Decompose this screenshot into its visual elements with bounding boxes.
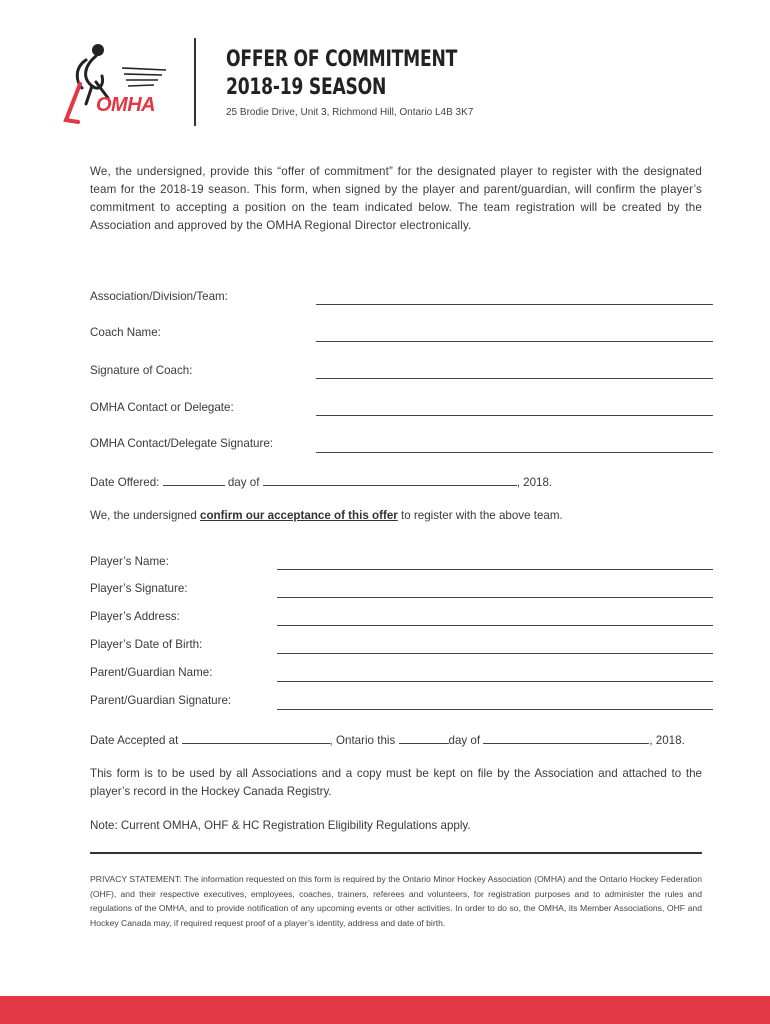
field-line-guardian-name[interactable] bbox=[277, 681, 713, 682]
date-accepted-label: Date Accepted at bbox=[90, 734, 179, 747]
privacy-divider bbox=[90, 852, 702, 854]
field-line-guardian-signature[interactable] bbox=[277, 709, 713, 710]
date-accepted-day-of: day of bbox=[448, 734, 481, 747]
regulations-note: Note: Current OMHA, OHF & HC Registration Eligibility Regulations apply. bbox=[90, 819, 471, 832]
date-offered-label: Date Offered: bbox=[90, 476, 160, 489]
intro-paragraph: We, the undersigned, provide this “offer of commitment” for the designated player to register with the designated team for the 2018-19 season. This form, when signed by the player and parent/guardian, will confirm the player’s commitment to accepting a position on the team indicated below. The team registration will be created by the Association and approved by the OMHA Regional Director electronically. bbox=[90, 165, 702, 232]
date-accepted-ontario: , Ontario this bbox=[329, 734, 396, 747]
field-label-player-name: Player’s Name: bbox=[90, 555, 169, 568]
acceptance-statement bbox=[90, 509, 563, 522]
logo-wordmark: OMHA bbox=[96, 94, 156, 116]
date-offered-day-field[interactable] bbox=[163, 473, 225, 486]
field-line-omha-signature[interactable] bbox=[316, 452, 713, 453]
field-label-player-address: Player’s Address: bbox=[90, 610, 180, 623]
date-offered-day-of: day of bbox=[227, 476, 260, 489]
date-offered-month-field[interactable] bbox=[263, 473, 517, 486]
omha-logo bbox=[56, 38, 176, 128]
field-line-coach-signature[interactable] bbox=[316, 378, 713, 379]
title-line-1: OFFER OF COMMITMENT bbox=[226, 47, 458, 72]
field-label-player-dob: Player’s Date of Birth: bbox=[90, 638, 203, 651]
date-accepted-location-field[interactable] bbox=[182, 731, 330, 744]
usage-note: This form is to be used by all Associations and a copy must be kept on file by the Association and attached to the player’s record in the Hockey Canada Registry. bbox=[90, 767, 702, 798]
date-accepted-row bbox=[90, 731, 685, 747]
field-label-omha-contact: OMHA Contact or Delegate: bbox=[90, 401, 234, 414]
field-label-guardian-name: Parent/Guardian Name: bbox=[90, 666, 213, 679]
acceptance-emphasis: confirm our acceptance of this offer bbox=[200, 509, 398, 522]
field-label-team: Association/Division/Team: bbox=[90, 290, 228, 303]
field-label-coach-signature: Signature of Coach: bbox=[90, 364, 193, 377]
date-offered-row bbox=[90, 473, 552, 489]
field-line-coach-name[interactable] bbox=[316, 341, 713, 342]
acceptance-prefix: We, the undersigned bbox=[90, 509, 200, 522]
field-line-player-name[interactable] bbox=[277, 569, 713, 570]
field-line-player-address[interactable] bbox=[277, 625, 713, 626]
field-line-player-dob[interactable] bbox=[277, 653, 713, 654]
footer-bar bbox=[0, 996, 770, 1024]
field-label-omha-signature: OMHA Contact/Delegate Signature: bbox=[90, 437, 274, 450]
field-line-player-signature[interactable] bbox=[277, 597, 713, 598]
page-title bbox=[226, 46, 457, 102]
date-accepted-month-field[interactable] bbox=[483, 731, 649, 744]
date-accepted-day-field[interactable] bbox=[399, 731, 449, 744]
acceptance-suffix: to register with the above team. bbox=[397, 509, 563, 522]
privacy-statement: PRIVACY STATEMENT: The information requested on this form is required by the Ontario Minor Hockey Association (OMHA) and the Ontario Hockey Federation (OHF), and their respective executives, employees, coaches, trainers, referees and volunteers, for registration purposes and to administer the rules and regulations of the OMHA, and to provide notification of any upcoming events or other activities. In order to do so, the OMHA, its Member Associations, OHF and Hockey Canada may, if required request proof of a player’s identity, address and date of birth. bbox=[90, 874, 702, 928]
title-line-2: 2018-19 SEASON bbox=[226, 75, 387, 100]
field-line-omha-contact[interactable] bbox=[316, 415, 713, 416]
field-label-guardian-signature: Parent/Guardian Signature: bbox=[90, 694, 232, 707]
address: 25 Brodie Drive, Unit 3, Richmond Hill, Ontario L4B 3K7 bbox=[226, 107, 474, 118]
field-label-coach-name: Coach Name: bbox=[90, 326, 161, 339]
header-divider bbox=[194, 38, 196, 126]
date-accepted-year: , 2018. bbox=[649, 734, 685, 747]
field-label-player-signature: Player’s Signature: bbox=[90, 582, 188, 595]
date-offered-year: , 2018. bbox=[516, 476, 553, 489]
field-line-team[interactable] bbox=[316, 304, 713, 305]
